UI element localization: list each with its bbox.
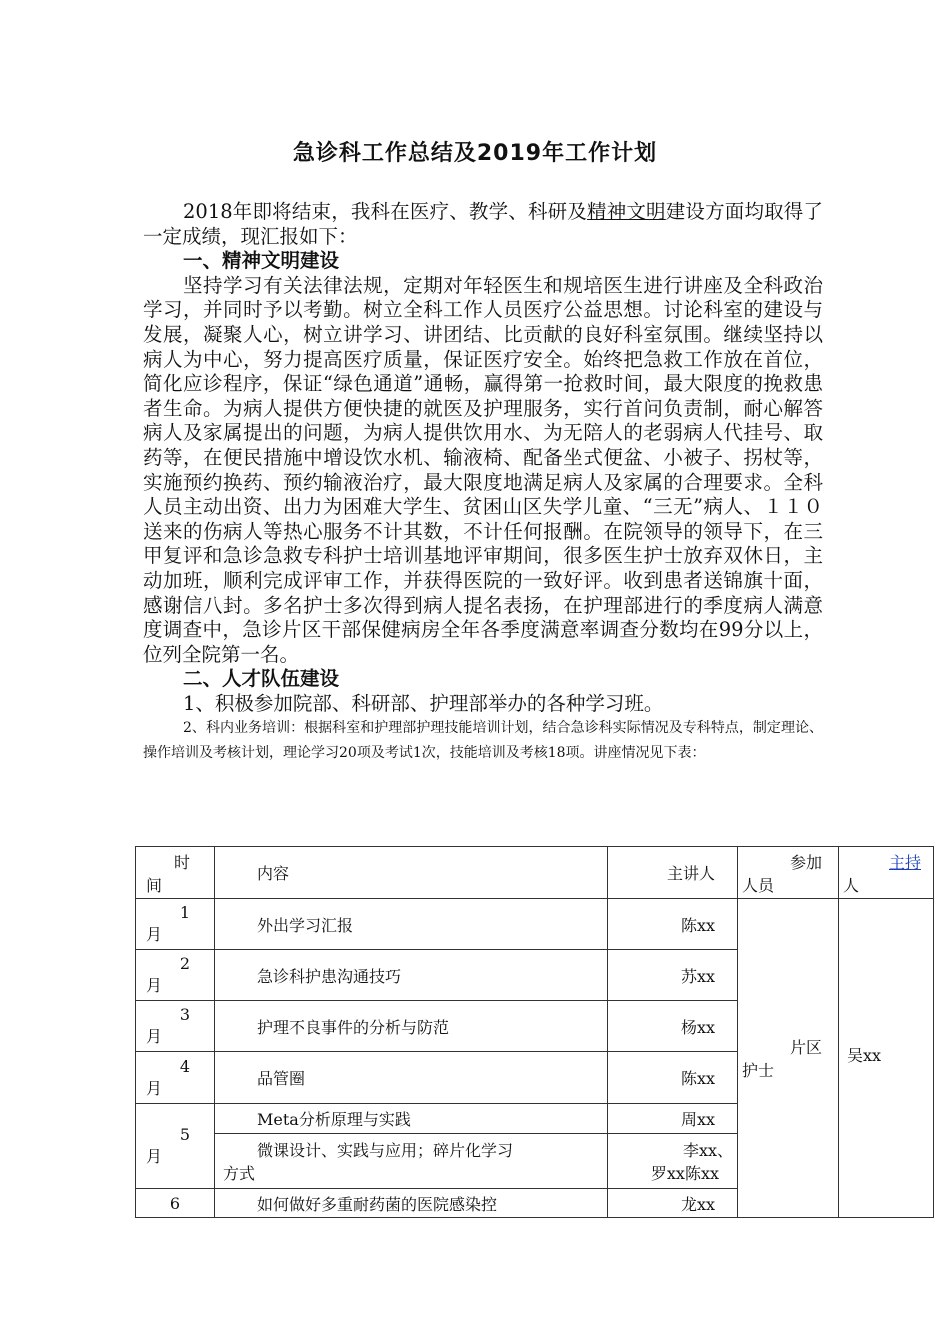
row-content: 外出学习汇报 xyxy=(215,899,608,950)
month-number: 3 xyxy=(179,1005,190,1024)
row-speaker-line2: 罗xx陈xx xyxy=(650,1164,719,1183)
month-unit: 月 xyxy=(146,925,163,944)
row-speaker-multiline xyxy=(608,1134,738,1189)
row-content-multiline xyxy=(215,1134,608,1189)
row-content: 如何做好多重耐药菌的医院感染控 xyxy=(215,1189,608,1218)
participants-bottom: 护士 xyxy=(742,1061,775,1080)
row-speaker: 陈xx xyxy=(608,1052,738,1104)
month-unit: 月 xyxy=(146,1147,163,1166)
row-speaker: 杨xx xyxy=(608,1001,738,1052)
intro-text: 2018年即将结束，我科在医疗、教学、科研及 xyxy=(183,200,588,223)
row-month xyxy=(136,899,215,950)
participants-cell xyxy=(738,899,839,1218)
header-time xyxy=(136,847,215,899)
month-unit: 月 xyxy=(146,1078,163,1098)
table-header-row xyxy=(136,847,934,899)
header-participants-bottom: 人员 xyxy=(742,875,775,895)
header-participants xyxy=(738,847,839,899)
section2-item1: 1、积极参加院部、科研部、护理部举办的各种学习班。 xyxy=(183,691,664,715)
row-content: 护理不良事件的分析与防范 xyxy=(215,1001,608,1052)
intro-paragraph xyxy=(143,200,823,249)
host-cell: 吴xx xyxy=(839,899,934,1218)
row-content: 急诊科护患沟通技巧 xyxy=(215,950,608,1001)
section1-paragraph: 坚持学习有关法律法规，定期对年轻医生和规培医生进行讲座及全科政治学习，并同时予以考勤。树立全科工作人员医疗公益思想。讨论科室的建设与发展，凝聚人心，树立讲学习、讲团结、比贡献的良好科室氛围。继续坚持以病人为中心，努力提高医疗质量，保证医疗安全。始终把急救工作放在首位，简化应诊程序，保证“绿色通道”通畅，赢得第一抢救时间，最大限度的挽救患者生命。为病人提供方便快捷的就医及护理服务，实行首问负责制，耐心解答病人及家属提出的问题，为病人提供饮用水、为无陪人的老弱病人代挂号、取药等，在便民措施中增设饮水机、输液椅、配备坐式便盆、小被子、拐杖等，实施预约换药、预约输液治疗，最大限度地满足病人及家属的合理要求。全科人员主动出资、出力为困难大学生、贫困山区失学儿童、“三无”病人、１１０送来的伤病人等热心服务不计其数，不计任何报酬。在院领导的领导下，在三甲复评和急诊急救专科护士培训基地评审期间，很多医生护士放弃双休日，主动加班，顺利完成评审工作，并获得医院的一致好评。收到患者送锦旗十面，感谢信八封。多名护士多次得到病人提名表扬，在护理部进行的季度病人满意度调查中，急诊片区干部保健病房全年各季度满意率调查分数均在99分以上，位列全院第一名。 xyxy=(143,273,823,666)
month-unit: 月 xyxy=(146,1027,163,1046)
document-title: 急诊科工作总结及2019年工作计划 xyxy=(292,141,658,166)
month-number: 5 xyxy=(179,1125,190,1144)
training-schedule-table xyxy=(135,846,934,1218)
row-content: Meta分析原理与实践 xyxy=(215,1104,608,1134)
header-host-link[interactable]: 主持 xyxy=(888,852,921,872)
header-content: 内容 xyxy=(215,847,608,899)
intro-link-text[interactable]: 精神文明 xyxy=(587,200,666,223)
header-host-bottom: 人 xyxy=(843,875,860,895)
header-participants-top: 参加 xyxy=(789,852,822,872)
month-number: 2 xyxy=(179,954,190,973)
header-speaker: 主讲人 xyxy=(608,847,738,899)
section2-item2: 2、科内业务培训：根据科室和护理部护理技能培训计划，结合急诊科实际情况及专科特点，制定理论、操作培训及考核计划，理论学习20项及考试1次，技能培训及考核18项。讲座情况见下表： xyxy=(143,720,823,761)
header-time-bottom: 间 xyxy=(146,875,163,895)
row-speaker: 陈xx xyxy=(608,899,738,950)
participants-top: 片区 xyxy=(789,1038,822,1057)
header-time-top: 时 xyxy=(173,852,190,872)
month-number: 4 xyxy=(179,1056,190,1076)
table-row xyxy=(136,899,934,950)
row-month xyxy=(136,950,215,1001)
section1-heading: 一、精神文明建设 xyxy=(183,249,340,273)
intro-text-end: 建设方面均取得了一定成绩，现汇报如下： xyxy=(143,200,823,248)
row-speaker: 龙xx xyxy=(608,1189,738,1218)
month-number: 1 xyxy=(179,903,190,922)
month-unit: 月 xyxy=(146,976,163,995)
section2-heading: 二、人才队伍建设 xyxy=(183,667,340,691)
row-speaker: 周xx xyxy=(608,1104,738,1134)
document-body xyxy=(143,200,823,765)
header-host xyxy=(839,847,934,899)
row-content-line2: 方式 xyxy=(223,1164,256,1183)
row-content-line1: 微课设计、实践与应用；碎片化学习 xyxy=(257,1141,514,1160)
row-speaker: 苏xx xyxy=(608,950,738,1001)
row-month-may xyxy=(136,1104,215,1189)
row-content: 品管圈 xyxy=(215,1052,608,1104)
row-month xyxy=(136,1052,215,1104)
row-speaker-line1: 李xx、 xyxy=(682,1141,733,1160)
row-month xyxy=(136,1001,215,1052)
row-month-june: 6 xyxy=(136,1189,215,1218)
